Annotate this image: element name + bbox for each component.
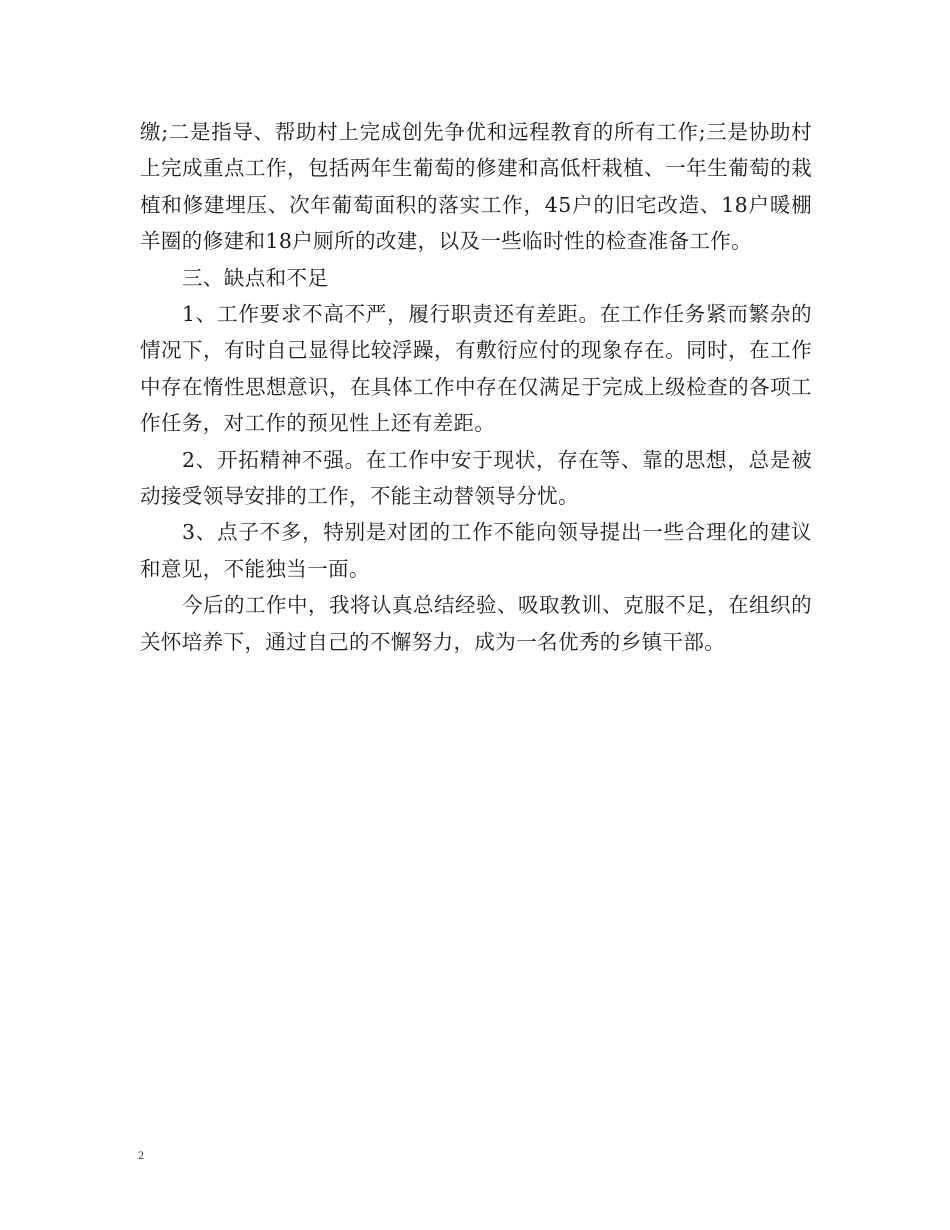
paragraph-shortcoming-1: 1、工作要求不高不严，履行职责还有差距。在工作任务紧而繁杂的情况下，有时自己显得比较浮躁，有敷衍应付的现象存在。同时，在工作中存在惰性思想意识，在具体工作中存在仅满足于完成上级检查的各项工作任务，对工作的预见性上还有差距。 bbox=[140, 302, 812, 436]
paragraph-shortcoming-2: 2、开拓精神不强。在工作中安于现状，存在等、靠的思想，总是被动接受领导安排的工作，不能主动替领导分忧。 bbox=[140, 447, 812, 509]
paragraph-shortcoming-3: 3、点子不多，特别是对团的工作不能向领导提出一些合理化的建议和意见，不能独当一面。 bbox=[140, 520, 812, 581]
paragraph-continued-duties: 缴;二是指导、帮助村上完成创先争优和远程教育的所有工作;三是协助村上完成重点工作，包括两年生葡萄的修建和高低杆栽植、一年生葡萄的栽植和修建埋压、次年葡萄面积的落实工作，45户的旧宅改造、18户暖棚羊圈的修建和18户厕所的改建，以及一些临时性的检查准备工作。 bbox=[140, 120, 812, 254]
section-heading-shortcomings: 三、缺点和不足 bbox=[182, 265, 329, 290]
paragraph-future-plan: 今后的工作中，我将认真总结经验、吸取教训、克服不足，在组织的关怀培养下，通过自己的不懈努力，成为一名优秀的乡镇干部。 bbox=[140, 593, 812, 654]
document-body bbox=[140, 114, 812, 660]
page-number: 2 bbox=[138, 1148, 144, 1162]
